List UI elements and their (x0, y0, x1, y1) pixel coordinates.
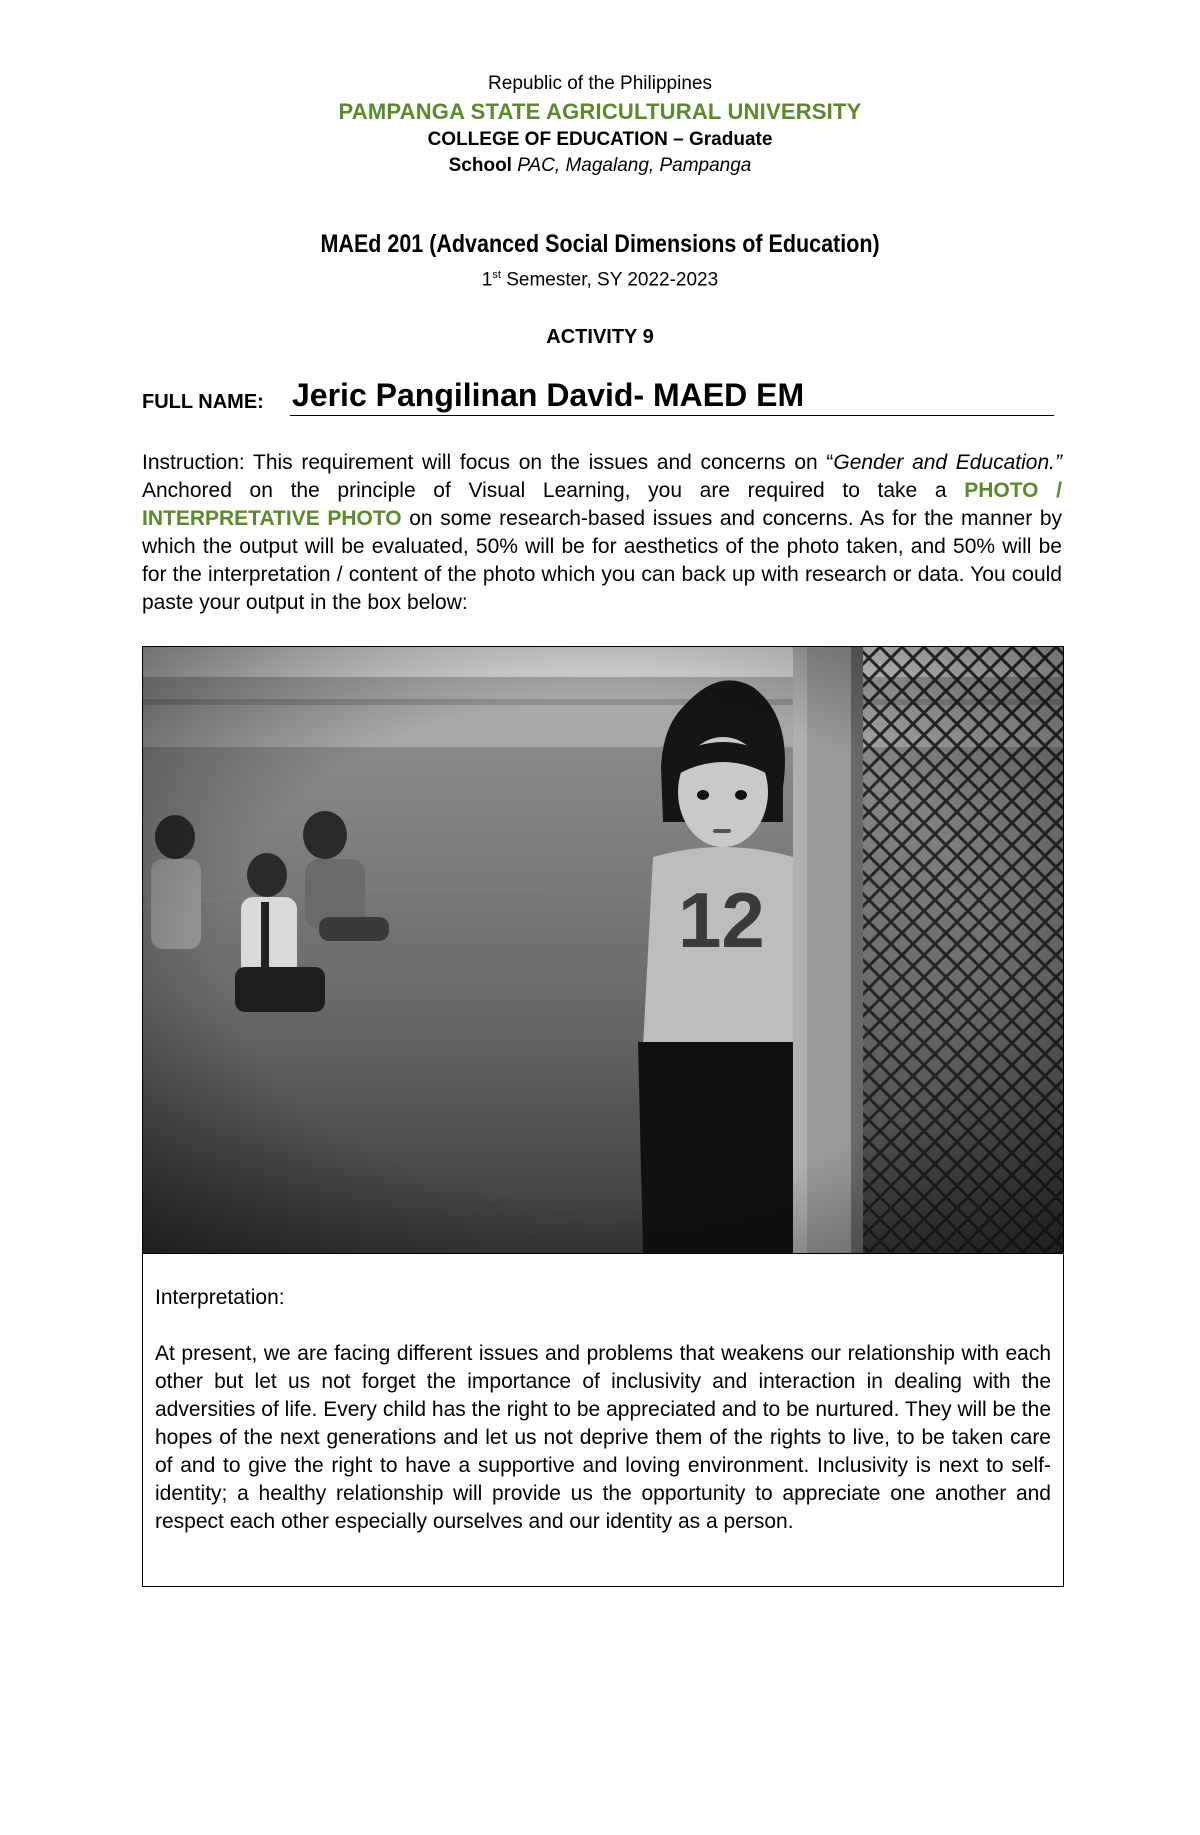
instruction-italic: Gender and Education.” (833, 451, 1062, 474)
full-name-value: Jeric Pangilinan David- MAED EM (292, 377, 805, 413)
semester-number: 1 (481, 269, 493, 291)
school-label: School (448, 155, 512, 176)
instruction-text-1: Instruction: This requirement will focus on the issues and concerns on “ (142, 451, 834, 474)
semester-line (0, 262, 1200, 293)
university-name: PAMPANGA STATE AGRICULTURAL UNIVERSITY (338, 99, 862, 124)
semester-suffix: st (492, 269, 501, 281)
school-line (0, 153, 1200, 179)
semester-text: Semester, SY 2022-2023 (500, 269, 719, 291)
course-heading (0, 228, 1200, 293)
interpretation-text: At present, we are facing different issues and problems that weakens our relationship with each other but let us not forget the importance of inclusivity and interaction in dealing with the adversities of life. Every child has the right to be appreciated and to be nurtured. They will be the hopes of the next generations and let us not deprive them of the rights to live, to be taken care of and to give the right to have a supportive and loving environment. Inclusivity is next to self-identity; a healthy relationship will provide us the opportunity to appreciate one another and respect each other especially ourselves and our identity as a person. (155, 1342, 1051, 1533)
instruction-text-2: Anchored on the principle of Visual Learning, you are required to take a (142, 479, 965, 502)
college-name: COLLEGE OF EDUCATION – Graduate (427, 129, 773, 150)
photo-box (142, 646, 1064, 1254)
photo-image (143, 647, 1063, 1253)
interpretation-box (142, 1253, 1064, 1587)
school-location: PAC, Magalang, Pampanga (517, 155, 752, 176)
course-code: MAEd 201 (Advanced Social Dimensions of Education) (320, 230, 880, 258)
instruction-paragraph (142, 449, 1062, 617)
document-header (0, 70, 1200, 179)
republic-line: Republic of the Philippines (488, 73, 712, 94)
activity-title: ACTIVITY 9 (546, 326, 654, 348)
name-underline (290, 415, 1054, 417)
instruction-highlight: PHOTO / INTERPRETATIVE PHOTO (142, 479, 1062, 530)
full-name-label: FULL NAME: (142, 391, 264, 413)
full-name-row (142, 374, 1054, 418)
instruction-text-3: on some research-based issues and concerns. As for the manner by which the output will be evaluated, 50% will be for aesthetics of the photo taken, and 50% will be for the interpretation / content of the photo which you can back up with research or data. You could paste your output in the box below: (142, 507, 1063, 614)
interpretation-title: Interpretation: (155, 1286, 285, 1309)
